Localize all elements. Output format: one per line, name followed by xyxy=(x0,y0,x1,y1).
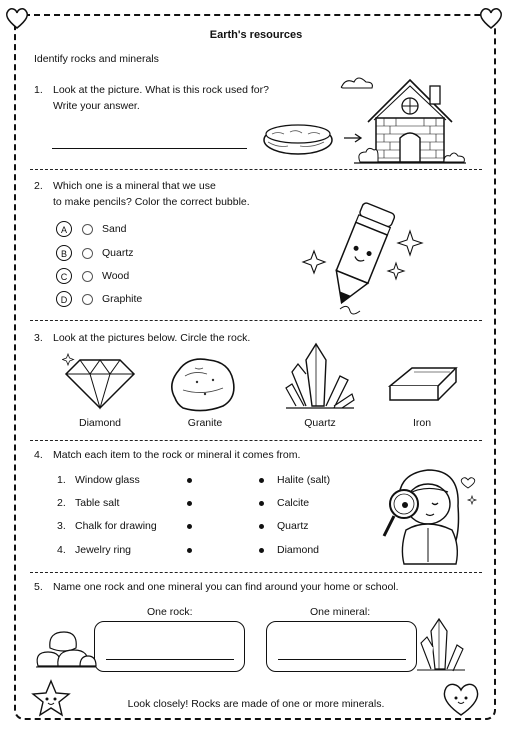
match-item-number: 3. xyxy=(57,520,66,532)
rock-answer-box[interactable] xyxy=(94,621,245,672)
match-dot-right[interactable] xyxy=(259,501,264,506)
granite-rock-icon xyxy=(165,350,241,412)
image-caption: Granite xyxy=(187,417,223,429)
option-letter: A xyxy=(56,221,72,237)
match-item-left: Window glass xyxy=(75,474,140,486)
heart-icon xyxy=(4,6,30,30)
match-item-right: Calcite xyxy=(277,497,310,509)
box-label: One rock: xyxy=(147,606,193,618)
match-item-number: 2. xyxy=(57,497,66,509)
question-text: Which one is a mineral that we use xyxy=(53,180,216,192)
iron-bar-icon xyxy=(384,358,464,408)
match-dot-left[interactable] xyxy=(187,524,192,529)
answer-bubble-c[interactable] xyxy=(82,271,93,282)
match-item-right: Quartz xyxy=(277,520,309,532)
match-dot-right[interactable] xyxy=(259,478,264,483)
question-number: 1. xyxy=(34,84,43,96)
option-letter: D xyxy=(56,291,72,307)
heart-character-icon xyxy=(440,680,482,718)
section-divider xyxy=(30,572,482,573)
section-divider xyxy=(30,169,482,170)
girl-with-magnifier-icon xyxy=(372,458,482,570)
page-subtitle: Identify rocks and minerals xyxy=(34,53,159,65)
question-text: to make pencils? Color the correct bubble. xyxy=(53,196,250,208)
mineral-answer-box[interactable] xyxy=(266,621,417,672)
question-text: Write your answer. xyxy=(53,100,140,112)
match-dot-left[interactable] xyxy=(187,548,192,553)
image-caption: Diamond xyxy=(78,417,122,429)
pencil-character-icon xyxy=(300,195,430,320)
diamond-icon xyxy=(62,350,138,412)
brick-house-icon xyxy=(340,72,475,168)
footer-tip: Look closely! Rocks are made of one or more minerals. xyxy=(127,698,385,710)
answer-line xyxy=(278,659,406,660)
option-label: Quartz xyxy=(102,247,134,259)
answer-line[interactable] xyxy=(52,148,247,149)
answer-line xyxy=(106,659,234,660)
section-divider xyxy=(30,440,482,441)
answer-bubble-d[interactable] xyxy=(82,294,93,305)
image-caption: Iron xyxy=(412,417,432,429)
match-dot-right[interactable] xyxy=(259,548,264,553)
match-item-right: Diamond xyxy=(277,544,320,556)
question-number: 5. xyxy=(34,581,43,593)
answer-bubble-a[interactable] xyxy=(82,224,93,235)
answer-bubble-b[interactable] xyxy=(82,248,93,259)
question-text: Name one rock and one mineral you can find around your home or school. xyxy=(53,581,399,593)
question-number: 4. xyxy=(34,449,43,461)
match-item-number: 4. xyxy=(57,544,66,556)
match-item-left: Jewelry ring xyxy=(75,544,132,556)
match-dot-left[interactable] xyxy=(187,478,192,483)
pebbles-icon xyxy=(34,628,98,670)
option-letter: C xyxy=(56,268,72,284)
match-item-number: 1. xyxy=(57,474,66,486)
match-item-left: Table salt xyxy=(75,497,120,509)
option-label: Sand xyxy=(102,223,127,235)
page-title: Earth's resources xyxy=(209,29,303,41)
section-divider xyxy=(30,320,482,321)
match-dot-left[interactable] xyxy=(187,501,192,506)
question-text: Match each item to the rock or mineral it comes from. xyxy=(53,449,301,461)
question-text: Look at the picture. What is this rock used for? xyxy=(53,84,269,96)
flat-rock-icon xyxy=(260,116,342,160)
match-dot-right[interactable] xyxy=(259,524,264,529)
option-label: Wood xyxy=(102,270,130,282)
box-label: One mineral: xyxy=(310,606,371,618)
match-item-left: Chalk for drawing xyxy=(75,520,157,532)
question-number: 3. xyxy=(34,332,43,344)
question-text: Look at the pictures below. Circle the rock. xyxy=(53,332,251,344)
quartz-crystal-icon xyxy=(282,340,358,412)
match-item-right: Halite (salt) xyxy=(277,474,331,486)
quartz-crystal-icon xyxy=(415,615,467,673)
heart-icon xyxy=(478,6,504,30)
image-caption: Quartz xyxy=(304,417,336,429)
option-label: Graphite xyxy=(102,293,143,305)
question-number: 2. xyxy=(34,180,43,192)
option-letter: B xyxy=(56,245,72,261)
